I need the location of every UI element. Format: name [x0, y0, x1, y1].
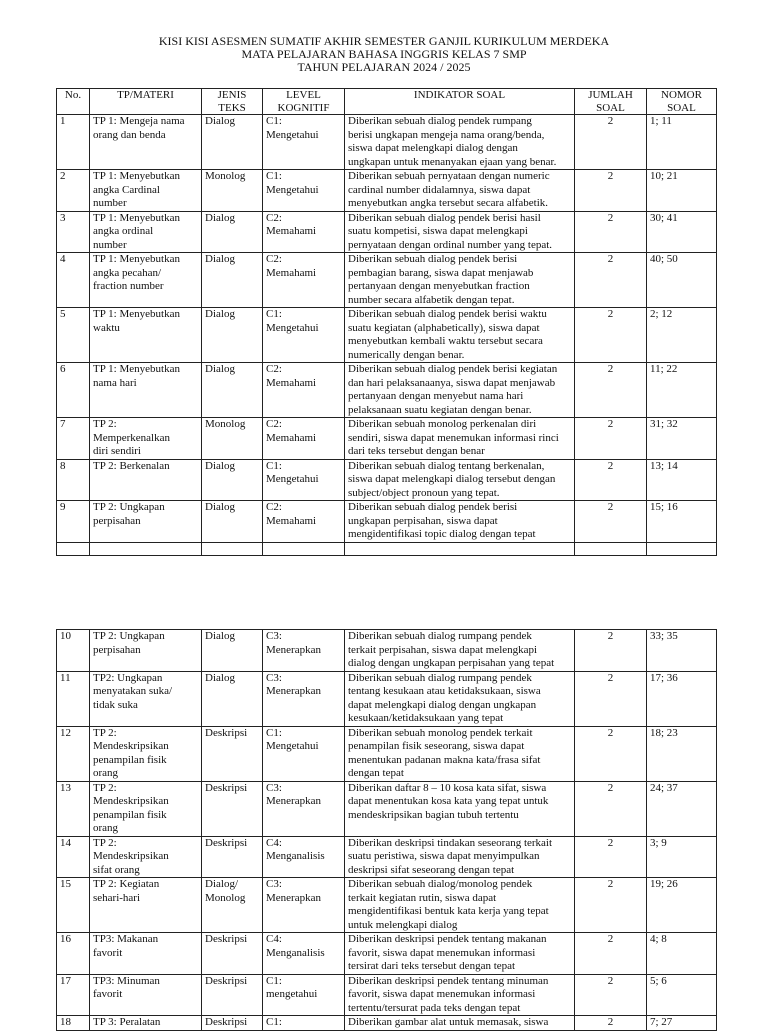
cell-nomor-soal: 19; 26	[647, 878, 717, 933]
cell-nomor-soal: 3; 9	[647, 836, 717, 878]
cell-no: 14	[57, 836, 90, 878]
empty-cell	[345, 542, 575, 555]
cell-level-kognitif: C2: Memahami	[263, 253, 345, 308]
cell-materi: TP 1: Menyebutkan nama hari	[90, 363, 202, 418]
cell-indikator: Diberikan sebuah dialog tentang berkenalan, siswa dapat melengkapi dialog tersebut dengan subject/object pronoun yang tepat.	[345, 459, 575, 501]
cell-jenis-teks: Dialog	[202, 253, 263, 308]
cell-indikator: Diberikan gambar alat untuk memasak, siswa	[345, 1016, 575, 1031]
cell-nomor-soal: 17; 36	[647, 671, 717, 726]
cell-jenis-teks: Deskripsi	[202, 1016, 263, 1031]
cell-jenis-teks: Deskripsi	[202, 726, 263, 781]
cell-no: 1	[57, 115, 90, 170]
cell-indikator: Diberikan sebuah dialog pendek berisi hasil suatu kompetisi, siswa dapat melengkapi pernyataan dengan ordinal number yang tepat.	[345, 211, 575, 253]
cell-level-kognitif: C2: Memahami	[263, 363, 345, 418]
cell-materi: TP 2: Mendeskripsikan sifat orang	[90, 836, 202, 878]
empty-cell	[575, 542, 647, 555]
table-row	[57, 836, 717, 878]
cell-nomor-soal: 4; 8	[647, 933, 717, 975]
empty-table-row	[57, 542, 717, 555]
table-row	[57, 115, 717, 170]
empty-cell	[57, 542, 90, 555]
cell-level-kognitif: C3: Menerapkan	[263, 781, 345, 836]
cell-jumlah-soal: 2	[575, 170, 647, 212]
cell-indikator: Diberikan sebuah dialog pendek berisi waktu suatu kegiatan (alphabetically), siswa dapat menyebutkan kembali waktu tersebut secara numerically dengan benar.	[345, 308, 575, 363]
col-header-materi: TP/MATERI	[90, 89, 202, 115]
cell-jumlah-soal: 2	[575, 211, 647, 253]
cell-materi: TP 2: Memperkenalkan diri sendiri	[90, 418, 202, 460]
cell-materi: TP 2: Ungkapan perpisahan	[90, 501, 202, 543]
cell-level-kognitif: C1: mengetahui	[263, 974, 345, 1016]
cell-indikator: Diberikan sebuah monolog perkenalan diri sendiri, siswa dapat menemukan informasi rinci dari teks tersebut dengan benar	[345, 418, 575, 460]
cell-nomor-soal: 10; 21	[647, 170, 717, 212]
table-row	[57, 211, 717, 253]
cell-jenis-teks: Dialog	[202, 459, 263, 501]
cell-jumlah-soal: 2	[575, 933, 647, 975]
cell-nomor-soal: 11; 22	[647, 363, 717, 418]
cell-materi: TP 2: Ungkapan perpisahan	[90, 630, 202, 672]
table-row	[57, 878, 717, 933]
table-row	[57, 501, 717, 543]
table-row	[57, 170, 717, 212]
cell-level-kognitif: C1: Mengetahui	[263, 726, 345, 781]
cell-materi: TP3: Minuman favorit	[90, 974, 202, 1016]
cell-jenis-teks: Dialog	[202, 363, 263, 418]
cell-level-kognitif: C4: Menganalisis	[263, 836, 345, 878]
cell-jenis-teks: Deskripsi	[202, 836, 263, 878]
cell-nomor-soal: 2; 12	[647, 308, 717, 363]
empty-cell	[647, 542, 717, 555]
cell-nomor-soal: 1; 11	[647, 115, 717, 170]
col-header-jumlah: JUMLAH SOAL	[575, 89, 647, 115]
cell-indikator: Diberikan sebuah dialog pendek berisi kegiatan dan hari pelaksanaanya, siswa dapat menjawab pertanyaan dengan menyebut nama hari pelaksanaan suatu kegiatan dengan benar.	[345, 363, 575, 418]
cell-jenis-teks: Dialog	[202, 308, 263, 363]
table-row	[57, 418, 717, 460]
cell-jenis-teks: Deskripsi	[202, 781, 263, 836]
cell-no: 12	[57, 726, 90, 781]
cell-jumlah-soal: 2	[575, 781, 647, 836]
cell-indikator: Diberikan sebuah dialog rumpang pendek terkait perpisahan, siswa dapat melengkapi dialog dengan ungkapan perpisahan yang tepat	[345, 630, 575, 672]
table-row	[57, 1016, 717, 1031]
cell-jumlah-soal: 2	[575, 363, 647, 418]
cell-jenis-teks: Dialog/ Monolog	[202, 878, 263, 933]
cell-jumlah-soal: 2	[575, 501, 647, 543]
col-header-nomor: NOMOR SOAL	[647, 89, 717, 115]
cell-nomor-soal: 18; 23	[647, 726, 717, 781]
cell-materi: TP 1: Mengeja nama orang dan benda	[90, 115, 202, 170]
cell-materi: TP3: Makanan favorit	[90, 933, 202, 975]
cell-jumlah-soal: 2	[575, 878, 647, 933]
cell-indikator: Diberikan deskripsi pendek tentang makanan favorit, siswa dapat menemukan informasi tersirat dari teks tersebut dengan tepat	[345, 933, 575, 975]
cell-nomor-soal: 33; 35	[647, 630, 717, 672]
cell-indikator: Diberikan sebuah dialog pendek rumpang berisi ungkapan mengeja nama orang/benda, siswa dapat melengkapi dialog dengan ungkapan untuk menanyakan ejaan yang benar.	[345, 115, 575, 170]
cell-level-kognitif: C3: Menerapkan	[263, 671, 345, 726]
cell-materi: TP 2: Berkenalan	[90, 459, 202, 501]
cell-jumlah-soal: 2	[575, 726, 647, 781]
table-row	[57, 781, 717, 836]
cell-no: 7	[57, 418, 90, 460]
cell-no: 13	[57, 781, 90, 836]
cell-jumlah-soal: 2	[575, 253, 647, 308]
cell-level-kognitif: C1: Mengetahui	[263, 308, 345, 363]
grid-table-page2	[56, 629, 717, 1031]
col-header-jenis: JENIS TEKS	[202, 89, 263, 115]
cell-materi: TP2: Ungkapan menyatakan suka/ tidak suka	[90, 671, 202, 726]
cell-materi: TP 2: Mendeskripsikan penampilan fisik orang	[90, 726, 202, 781]
cell-materi: TP 1: Menyebutkan angka Cardinal number	[90, 170, 202, 212]
cell-indikator: Diberikan deskripsi tindakan seseorang terkait suatu peristiwa, siswa dapat menyimpulkan deskripsi sifat seseorang dengan tepat	[345, 836, 575, 878]
cell-jenis-teks: Monolog	[202, 170, 263, 212]
cell-jumlah-soal: 2	[575, 418, 647, 460]
cell-indikator: Diberikan sebuah dialog rumpang pendek tentang kesukaan atau ketidaksukaan, siswa dapat melengkapi dialog dengan ungkapan kesukaan/ketidaksukaan yang tepat	[345, 671, 575, 726]
cell-jumlah-soal: 2	[575, 1016, 647, 1031]
cell-no: 18	[57, 1016, 90, 1031]
table-row	[57, 459, 717, 501]
cell-materi: TP 1: Menyebutkan angka pecahan/ fraction number	[90, 253, 202, 308]
cell-jenis-teks: Dialog	[202, 501, 263, 543]
cell-jenis-teks: Dialog	[202, 115, 263, 170]
cell-no: 17	[57, 974, 90, 1016]
table-row	[57, 974, 717, 1016]
cell-level-kognitif: C2: Memahami	[263, 211, 345, 253]
document-subtitle: MATA PELAJARAN BAHASA INGGRIS KELAS 7 SMP	[241, 47, 527, 61]
cell-nomor-soal: 13; 14	[647, 459, 717, 501]
cell-jenis-teks: Monolog	[202, 418, 263, 460]
cell-jumlah-soal: 2	[575, 459, 647, 501]
cell-jenis-teks: Deskripsi	[202, 933, 263, 975]
table-row	[57, 933, 717, 975]
table-row	[57, 726, 717, 781]
cell-level-kognitif: C1: Mengetahui	[263, 459, 345, 501]
cell-materi: TP 1: Menyebutkan waktu	[90, 308, 202, 363]
cell-jenis-teks: Dialog	[202, 211, 263, 253]
cell-jenis-teks: Dialog	[202, 671, 263, 726]
table-row	[57, 308, 717, 363]
cell-level-kognitif: C2: Memahami	[263, 501, 345, 543]
cell-jumlah-soal: 2	[575, 836, 647, 878]
grid-table-page1	[56, 88, 717, 556]
cell-materi: TP 3: Peralatan	[90, 1016, 202, 1031]
cell-level-kognitif: C3: Menerapkan	[263, 630, 345, 672]
cell-no: 4	[57, 253, 90, 308]
cell-no: 16	[57, 933, 90, 975]
cell-indikator: Diberikan sebuah dialog/monolog pendek terkait kegiatan rutin, siswa dapat mengidentifikasi bentuk kata kerja yang tepat untuk melengkapi dialog	[345, 878, 575, 933]
cell-nomor-soal: 7; 27	[647, 1016, 717, 1031]
cell-jumlah-soal: 2	[575, 671, 647, 726]
cell-no: 2	[57, 170, 90, 212]
table-row	[57, 630, 717, 672]
cell-jumlah-soal: 2	[575, 974, 647, 1016]
table-row	[57, 363, 717, 418]
cell-no: 11	[57, 671, 90, 726]
cell-no: 9	[57, 501, 90, 543]
document-title: KISI KISI ASESMEN SUMATIF AKHIR SEMESTER GANJIL KURIKULUM MERDEKA	[158, 34, 610, 48]
cell-materi: TP 2: Kegiatan sehari-hari	[90, 878, 202, 933]
empty-cell	[263, 542, 345, 555]
cell-level-kognitif: C1:	[263, 1016, 345, 1031]
cell-jumlah-soal: 2	[575, 115, 647, 170]
cell-indikator: Diberikan deskripsi pendek tentang minuman favorit, siswa dapat menemukan informasi tertentu/tersurat pada teks dengan tepat	[345, 974, 575, 1016]
cell-no: 6	[57, 363, 90, 418]
cell-jenis-teks: Dialog	[202, 630, 263, 672]
cell-level-kognitif: C1: Mengetahui	[263, 170, 345, 212]
cell-indikator: Diberikan sebuah monolog pendek terkait penampilan fisik seseorang, siswa dapat menentukan padanan makna kata/frasa sifat dengan tepat	[345, 726, 575, 781]
cell-indikator: Diberikan sebuah dialog pendek berisi ungkapan perpisahan, siswa dapat mengidentifikasi topic dialog dengan tepat	[345, 501, 575, 543]
table-row	[57, 671, 717, 726]
cell-no: 15	[57, 878, 90, 933]
cell-level-kognitif: C3: Menerapkan	[263, 878, 345, 933]
empty-cell	[90, 542, 202, 555]
cell-nomor-soal: 40; 50	[647, 253, 717, 308]
cell-jumlah-soal: 2	[575, 630, 647, 672]
cell-jumlah-soal: 2	[575, 308, 647, 363]
cell-nomor-soal: 15; 16	[647, 501, 717, 543]
cell-level-kognitif: C4: Menganalisis	[263, 933, 345, 975]
cell-indikator: Diberikan daftar 8 – 10 kosa kata sifat, siswa dapat menentukan kosa kata yang tepat untuk mendeskripsikan bagian tubuh tertentu	[345, 781, 575, 836]
cell-nomor-soal: 5; 6	[647, 974, 717, 1016]
cell-no: 10	[57, 630, 90, 672]
table-header-row	[57, 89, 717, 115]
cell-materi: TP 2: Mendeskripsikan penampilan fisik orang	[90, 781, 202, 836]
cell-nomor-soal: 30; 41	[647, 211, 717, 253]
empty-cell	[202, 542, 263, 555]
cell-nomor-soal: 31; 32	[647, 418, 717, 460]
cell-level-kognitif: C1: Mengetahui	[263, 115, 345, 170]
cell-indikator: Diberikan sebuah dialog pendek berisi pembagian barang, siswa dapat menjawab pertanyaan dengan menyebutkan fraction number secara alfabetik dengan tepat.	[345, 253, 575, 308]
document-year: TAHUN PELAJARAN 2024 / 2025	[297, 60, 471, 74]
cell-materi: TP 1: Menyebutkan angka ordinal number	[90, 211, 202, 253]
cell-indikator: Diberikan sebuah pernyataan dengan numeric cardinal number didalamnya, siswa dapat menyebutkan angka tersebut secara alfabetik.	[345, 170, 575, 212]
cell-no: 8	[57, 459, 90, 501]
cell-nomor-soal: 24; 37	[647, 781, 717, 836]
cell-no: 5	[57, 308, 90, 363]
col-header-indikator: INDIKATOR SOAL	[345, 89, 575, 115]
cell-level-kognitif: C2: Memahami	[263, 418, 345, 460]
cell-jenis-teks: Deskripsi	[202, 974, 263, 1016]
col-header-no: No.	[57, 89, 90, 115]
table-row	[57, 253, 717, 308]
cell-no: 3	[57, 211, 90, 253]
col-header-level: LEVEL KOGNITIF	[263, 89, 345, 115]
